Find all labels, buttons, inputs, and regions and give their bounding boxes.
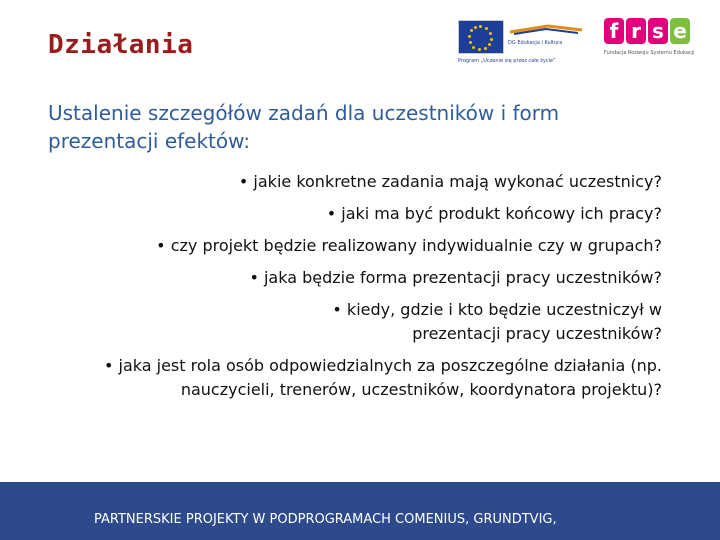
slide-subtitle: Ustalenie szczegółów zadań dla uczestników i form prezentacji efektów: [48,101,560,153]
bullet-item: • jaka będzie forma prezentacji pracy uczestników? [249,268,662,287]
slide-title: Działania [48,30,194,60]
eu-flag-icon [458,20,504,54]
frse-letter-f: f [604,18,624,44]
frse-letter-r: r [626,18,646,44]
footer-text: PARTNERSKIE PROJEKTY W PODPROGRAMACH COMENIUS, GRUNDTVIG, [94,512,557,527]
frse-wordmark [604,18,700,44]
bullet-item: • czy projekt będzie realizowany indywidualnie czy w grupach? [156,236,662,255]
bullet-item: • kiedy, gdzie i kto będzie uczestniczył w prezentacji pracy uczestników? [332,300,662,343]
llp-mark-icon [508,22,584,36]
eu-program-subtext: Program „Uczenie się przez całe życie” [458,58,556,64]
bullet-item: • jaki ma być produkt końcowy ich pracy? [326,204,662,223]
frse-logo [604,18,700,70]
header-logos [458,18,700,70]
footer-bar [0,482,720,540]
eu-llp-logo [458,18,586,70]
bullet-list [42,170,662,402]
bullet-item: • jaka jest rola osób odpowiedzialnych za poszczególne działania (np. nauczycieli, trenerów, uczestników, koordynatora projektu)? [103,356,662,399]
frse-letter-e: e [670,18,690,44]
eu-program-text: DG Edukacja i Kultura [508,40,563,46]
frse-letter-s: s [648,18,668,44]
frse-subtitle: Fundacja Rozwoju Systemu Edukacji [604,50,695,56]
bullet-item: • jakie konkretne zadania mają wykonać uczestnicy? [238,172,662,191]
